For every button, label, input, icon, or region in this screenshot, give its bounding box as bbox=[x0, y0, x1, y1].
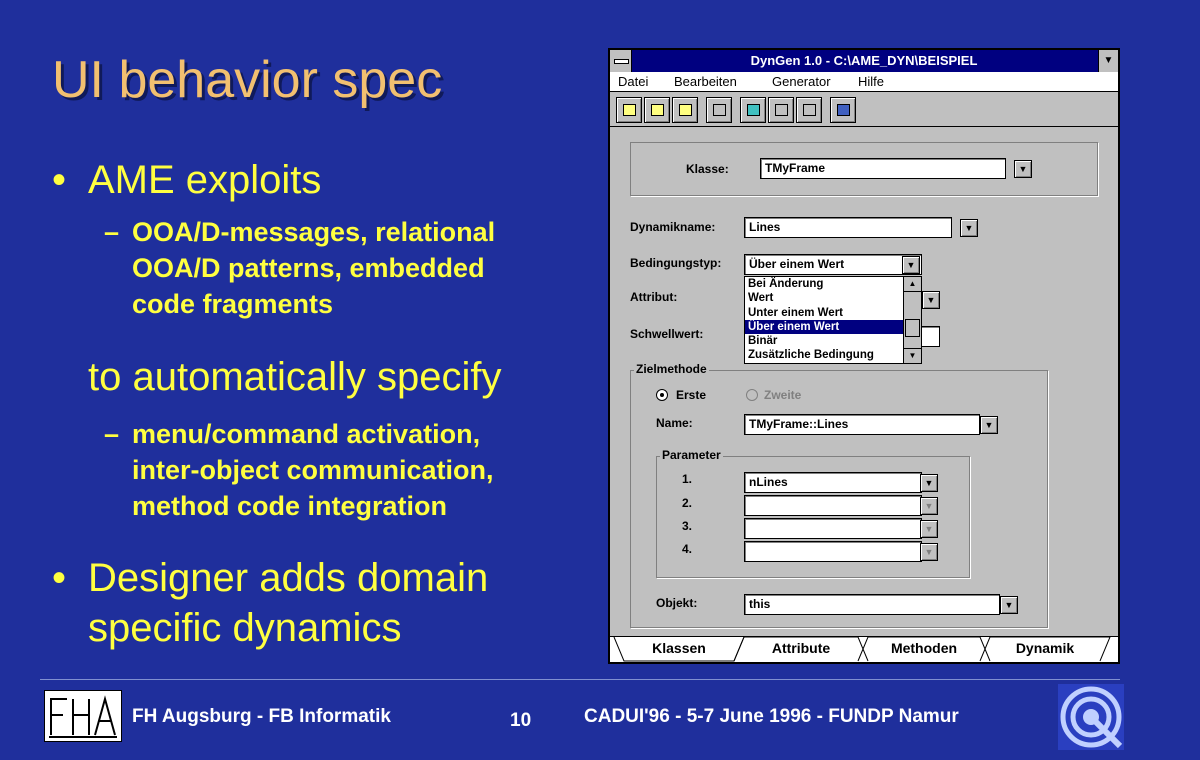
list-item[interactable]: Binär bbox=[748, 335, 778, 348]
name-dropdown-icon[interactable]: ▼ bbox=[980, 416, 998, 434]
toolbar-exit-icon[interactable] bbox=[830, 97, 856, 123]
toolbar-hierarchy-icon[interactable] bbox=[644, 97, 670, 123]
list-scrollbar[interactable] bbox=[903, 277, 921, 363]
fh-augsburg-logo bbox=[44, 690, 122, 742]
bullet-glyph: • bbox=[52, 556, 67, 600]
schwellwert-label: Schwellwert: bbox=[630, 327, 704, 341]
slide-title: UI behavior spec bbox=[52, 51, 443, 109]
param-1-dropdown-icon[interactable]: ▼ bbox=[920, 474, 938, 492]
toolbar bbox=[610, 93, 1118, 127]
param-3-field[interactable] bbox=[744, 518, 922, 539]
radio-zweite[interactable] bbox=[746, 389, 758, 401]
title-bar[interactable] bbox=[610, 50, 1118, 72]
sub-bullet-line bbox=[132, 416, 612, 524]
toolbar-generate-cpp-icon[interactable] bbox=[740, 97, 766, 123]
attribut-label: Attribut: bbox=[630, 290, 678, 304]
toolbar-new-icon[interactable] bbox=[616, 97, 642, 123]
toolbar-print-icon[interactable] bbox=[768, 97, 794, 123]
minimize-button[interactable]: ▼ bbox=[1098, 50, 1118, 72]
menu-bar bbox=[610, 72, 1118, 92]
klasse-label: Klasse: bbox=[686, 162, 729, 176]
param-2-field[interactable] bbox=[744, 495, 922, 516]
param-2-label: 2. bbox=[682, 496, 693, 510]
attribut-dropdown-icon[interactable]: ▼ bbox=[922, 291, 940, 309]
toolbar-link-icon[interactable] bbox=[672, 97, 698, 123]
sub-bullet-line bbox=[132, 214, 612, 322]
klasse-field[interactable]: TMyFrame bbox=[760, 158, 1006, 179]
list-item-selected[interactable]: Über einem Wert bbox=[745, 320, 921, 334]
dash-glyph: – bbox=[104, 217, 120, 247]
parameter-label: Parameter bbox=[662, 448, 721, 462]
klasse-dropdown-icon[interactable]: ▼ bbox=[1014, 160, 1032, 178]
zielmethode-label: Zielmethode bbox=[636, 362, 707, 376]
radio-erste-label: Erste bbox=[676, 388, 707, 402]
system-menu-button[interactable] bbox=[610, 50, 632, 72]
list-item[interactable]: Unter einem Wert bbox=[748, 306, 844, 319]
objekt-label: Objekt: bbox=[656, 596, 698, 610]
dynamikname-field[interactable]: Lines bbox=[744, 217, 952, 238]
param-4-dropdown-icon[interactable]: ▼ bbox=[920, 543, 938, 561]
param-2-dropdown-icon[interactable]: ▼ bbox=[920, 497, 938, 515]
radio-zweite-label: Zweite bbox=[764, 388, 802, 402]
list-item[interactable]: Bei Änderung bbox=[748, 278, 824, 290]
scroll-thumb[interactable] bbox=[905, 319, 920, 337]
scroll-down-icon[interactable]: ▼ bbox=[904, 348, 921, 363]
sub-line-2: OOA/D patterns, embedded bbox=[132, 253, 485, 283]
footer-left: FH Augsburg - FB Informatik bbox=[132, 706, 391, 727]
name-field[interactable]: TMyFrame::Lines bbox=[744, 414, 980, 435]
menu-bearbeiten[interactable]: Bearbeiten bbox=[674, 74, 737, 89]
bullet-text: AME exploits bbox=[88, 158, 322, 202]
dash-glyph: – bbox=[104, 419, 120, 449]
toolbar-info-icon[interactable] bbox=[796, 97, 822, 123]
list-item[interactable]: Wert bbox=[748, 292, 774, 305]
bedingungstyp-dropdown-icon[interactable]: ▼ bbox=[902, 256, 920, 274]
bedingungstyp-field[interactable]: Über einem Wert bbox=[744, 254, 922, 275]
dyngen-window bbox=[608, 48, 1120, 664]
page-number: 10 bbox=[510, 710, 532, 731]
bullet-text: specific dynamics bbox=[88, 606, 402, 650]
bedingungstyp-label: Bedingungstyp: bbox=[630, 256, 722, 270]
conference-logo-icon bbox=[1058, 684, 1124, 750]
objekt-field[interactable]: this bbox=[744, 594, 1000, 615]
footer-divider bbox=[40, 679, 1120, 680]
conference-logo bbox=[1058, 684, 1124, 750]
tab-attribute[interactable]: Attribute bbox=[771, 640, 831, 656]
tab-klassen[interactable]: Klassen bbox=[652, 640, 706, 656]
param-4-label: 4. bbox=[682, 542, 693, 556]
menu-generator[interactable]: Generator bbox=[772, 74, 831, 89]
plain-line: to automatically specify bbox=[88, 355, 502, 399]
tab-methoden[interactable]: Methoden bbox=[890, 640, 958, 656]
menu-datei[interactable]: Datei bbox=[618, 74, 649, 89]
list-item[interactable]: Zusätzliche Bedingung bbox=[748, 349, 874, 362]
tab-dynamik[interactable]: Dynamik bbox=[1015, 640, 1075, 656]
footer-right: CADUI'96 - 5-7 June 1996 - FUNDP Namur bbox=[584, 706, 959, 727]
name-label: Name: bbox=[656, 416, 693, 430]
window-title: DynGen 1.0 - C:\AME_DYN\BEISPIEL bbox=[750, 53, 978, 68]
bedingungstyp-dropdown-list[interactable] bbox=[744, 276, 922, 364]
bullet-glyph: • bbox=[52, 158, 67, 202]
sub-line-1: OOA/D-messages, relational bbox=[132, 217, 496, 247]
objekt-dropdown-icon[interactable]: ▼ bbox=[1000, 596, 1018, 614]
dynamikname-label: Dynamikname: bbox=[630, 220, 716, 234]
scroll-up-icon[interactable]: ▲ bbox=[904, 277, 921, 292]
param-3-dropdown-icon[interactable]: ▼ bbox=[920, 520, 938, 538]
dynamikname-dropdown-icon[interactable]: ▼ bbox=[960, 219, 978, 237]
sub-line-1: menu/command activation, bbox=[132, 419, 481, 449]
tab-bar bbox=[610, 636, 1118, 662]
sub-line-3: code fragments bbox=[132, 289, 334, 319]
param-1-label: 1. bbox=[682, 472, 693, 486]
bullet-text: Designer adds domain bbox=[88, 556, 489, 600]
toolbar-import-icon[interactable] bbox=[706, 97, 732, 123]
fha-logo-icon bbox=[45, 691, 121, 741]
menu-hilfe[interactable]: Hilfe bbox=[858, 74, 885, 89]
param-4-field[interactable] bbox=[744, 541, 922, 562]
param-1-field[interactable]: nLines bbox=[744, 472, 922, 493]
radio-erste[interactable] bbox=[656, 389, 668, 401]
sub-line-2: inter-object communication, bbox=[132, 455, 494, 485]
param-3-label: 3. bbox=[682, 519, 693, 533]
sub-line-3: method code integration bbox=[132, 491, 448, 521]
